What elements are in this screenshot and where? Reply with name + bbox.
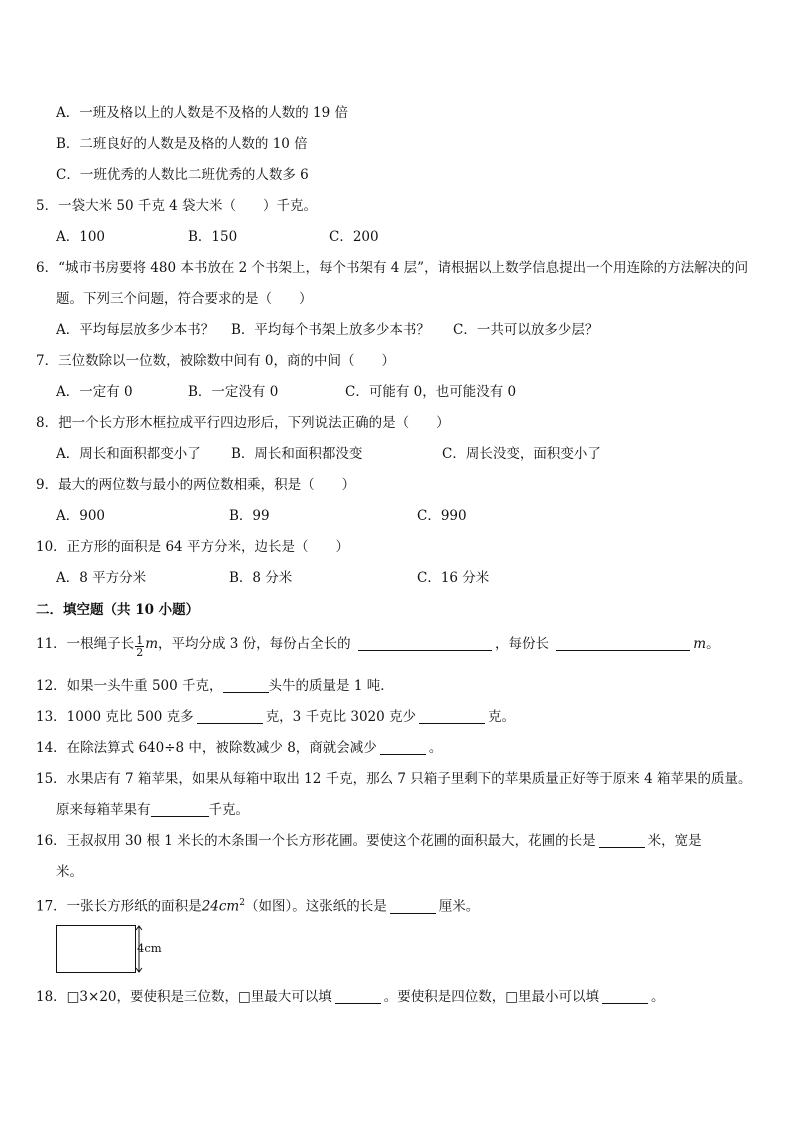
q5-option-b: B．150 — [188, 229, 238, 245]
q6-stem-line2: 题。下列三个问题，符合要求的是（ ） — [56, 291, 313, 307]
q10-option-b: B．8 分米 — [229, 570, 293, 586]
q6-stem-line1: 6．“城市书房要将 480 本书放在 2 个书架上，每个书架有 4 层”，请根据以上数学信息提出一个用连除的方法解决的问 — [36, 260, 749, 276]
q11-unit: m — [145, 636, 158, 652]
q17-rectangle-figure — [56, 925, 136, 973]
q17-text-2: （如图）。这张纸的长是 — [244, 898, 387, 915]
q17-blank[interactable] — [390, 899, 436, 914]
q8-options — [56, 445, 601, 463]
q10-options — [56, 569, 489, 587]
q14-text-2: 。 — [428, 740, 443, 756]
q16-text-2: 米，宽是 — [647, 833, 702, 849]
q13 — [36, 708, 515, 726]
q5-option-c: C．200 — [329, 229, 379, 245]
q7-option-c: C．可能有 0，也可能没有 0 — [345, 384, 517, 400]
q10-stem: 10．正方形的面积是 64 平方分米，边长是（ ） — [36, 539, 349, 555]
q8-option-c: C．周长没变，面积变小了 — [442, 446, 601, 462]
q14-blank[interactable] — [380, 740, 426, 755]
q15-line1: 15．水果店有 7 箱苹果，如果从每箱中取出 12 千克，那么 7 只箱子里剩下的苹果质量正好等于原来 4 箱苹果的质量。 — [36, 771, 752, 787]
q15-text-2: 千克。 — [208, 802, 249, 818]
q11-blank-1[interactable] — [358, 636, 492, 651]
q5-options — [56, 228, 379, 246]
q11-text-3: ，每份长 — [494, 636, 549, 652]
q11-fraction — [135, 635, 144, 658]
q11-blank-2[interactable] — [556, 636, 690, 651]
q14-text-1: 14．在除法算式 640÷8 中，被除数减少 8，商就会减少 — [36, 740, 377, 756]
q9-option-c: C．990 — [417, 508, 467, 524]
q9-option-b: B．99 — [229, 508, 270, 524]
q7-option-a: A．一定有 0 — [56, 384, 133, 400]
q16-line2: 米。 — [56, 864, 83, 880]
q17-area-unit: cm — [218, 898, 240, 915]
q4-option-b: B．二班良好的人数是及格的人数的 10 倍 — [56, 136, 308, 152]
q12 — [36, 677, 394, 695]
q11-denominator: 2 — [136, 646, 144, 659]
q16-blank-1[interactable] — [599, 833, 645, 848]
q7-stem: 7．三位数除以一位数，被除数中间有 0，商的中间（ ） — [36, 353, 395, 369]
q13-text-2: 克，3 千克比 3020 克少 — [265, 709, 417, 725]
q18-blank-2[interactable] — [602, 989, 648, 1004]
q18 — [36, 988, 665, 1006]
q8-option-b: B．周长和面积都没变 — [231, 446, 363, 462]
q13-blank-1[interactable] — [197, 709, 263, 724]
q12-blank[interactable] — [223, 678, 269, 693]
q18-blank-1[interactable] — [335, 989, 381, 1004]
q17-area-exponent: 2 — [239, 898, 245, 908]
q16-text-1: 16．王叔叔用 30 根 1 米长的木条围一个长方形花圃。要使这个花圃的面积最大，花圃的长是 — [36, 833, 596, 849]
q17-dimension-label: 4cm — [137, 941, 162, 955]
q9-options — [56, 507, 467, 525]
q8-stem: 8．把一个长方形木框拉成平行四边形后，下列说法正确的是（ ） — [36, 415, 450, 431]
q13-blank-2[interactable] — [419, 709, 485, 724]
section-heading-fill-in: 二．填空题（共 10 小题） — [36, 602, 200, 618]
q7-options — [56, 383, 516, 401]
q6-option-b: B．平均每个书架上放多少本书？ — [231, 322, 430, 338]
q4-option-c: C．一班优秀的人数比二班优秀的人数多 6 — [56, 167, 309, 183]
q11-text-1: 11．一根绳子长 — [36, 636, 135, 652]
q15-text-1: 原来每箱苹果有 — [56, 802, 151, 818]
q6-options — [56, 321, 598, 339]
q12-text-2: 头牛的质量是 1 吨． — [268, 678, 394, 694]
q17-area-value: 24 — [201, 898, 219, 915]
q11 — [36, 635, 720, 658]
q15-line2 — [56, 801, 249, 819]
q9-stem: 9．最大的两位数与最小的两位数相乘，积是（ ） — [36, 477, 356, 493]
q5-option-a: A．100 — [56, 229, 106, 245]
q5-stem: 5．一袋大米 50 千克 4 袋大米（ ）千克。 — [36, 198, 318, 214]
q9-option-a: A．900 — [56, 508, 106, 524]
q17 — [36, 894, 479, 916]
q4-option-a: A．一班及格以上的人数是不及格的人数的 19 倍 — [56, 105, 349, 121]
q12-text-1: 12．如果一头牛重 500 千克， — [36, 678, 223, 694]
q11-unit-2: m — [693, 636, 707, 652]
q7-option-b: B．一定没有 0 — [188, 384, 279, 400]
q8-option-a: A．周长和面积都变小了 — [56, 446, 201, 462]
q18-text-2: 。要使积是四位数，□里最小可以填 — [383, 989, 600, 1005]
q17-text-1: 17．一张长方形纸的面积是 — [36, 898, 202, 915]
q17-text-3: 厘米。 — [438, 898, 480, 915]
q10-option-a: A．8 平方分米 — [56, 570, 147, 586]
q18-text-1: 18．□3×20，要使积是三位数，□里最大可以填 — [36, 989, 332, 1005]
q10-option-c: C．16 分米 — [417, 570, 490, 586]
q15-blank[interactable] — [151, 802, 209, 817]
q6-option-c: C．一共可以放多少层？ — [453, 322, 599, 338]
q6-option-a: A．平均每层放多少本书？ — [56, 322, 215, 338]
q11-numerator: 1 — [136, 634, 144, 647]
q14 — [36, 739, 442, 757]
q13-text-3: 克。 — [488, 709, 516, 725]
q16-line1 — [36, 832, 702, 850]
q11-text-4: 。 — [706, 636, 720, 652]
q13-text-1: 13．1000 克比 500 克多 — [36, 709, 194, 725]
q11-text-2: ，平均分成 3 份，每份占全长的 — [158, 636, 351, 652]
q18-text-3: 。 — [651, 989, 665, 1005]
